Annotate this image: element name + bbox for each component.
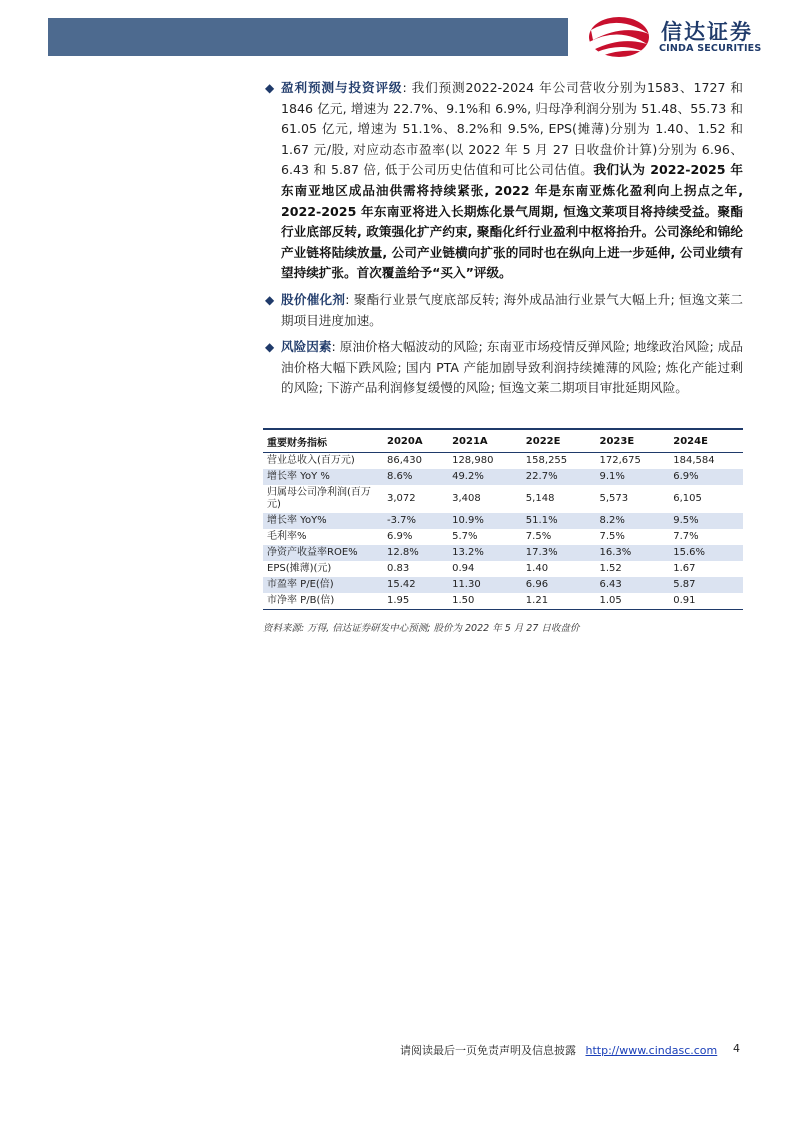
table-source-note: 资料来源: 万得, 信达证券研发中心预测; 股价为 2022 年 5 月 27 日收盘价 [263, 623, 580, 634]
catalyst-label: 股价催化剂 [281, 291, 346, 307]
table-cell: 6.96 [522, 577, 596, 593]
table-cell: 5,573 [599, 493, 629, 504]
table-cell: 1.50 [448, 593, 522, 610]
table-cell: 1.95 [383, 593, 448, 610]
catalyst-text: : 聚酯行业景气度底部反转; 海外成品油行业景气大幅上升; 恒逸文莱二期项目进度加速。 [281, 291, 743, 328]
table-cell: 1.40 [525, 563, 549, 574]
table-row [263, 545, 743, 561]
table-cell: 15.42 [383, 577, 448, 593]
table-cell: 5.87 [669, 577, 743, 593]
risk-label: 风险因素 [281, 339, 332, 355]
table-cell: 5,148 [525, 493, 555, 504]
table-cell: 16.3% [596, 545, 670, 561]
table-cell: -3.7% [383, 513, 448, 529]
table-row [263, 593, 743, 610]
table-header-cell: 重要财务指标 [263, 429, 383, 453]
financial-indicators-table [263, 428, 743, 610]
table-row [263, 469, 743, 485]
table-cell: 9.1% [596, 469, 670, 485]
table-cell: 49.2% [448, 469, 522, 485]
row-label: 增长率 YoY% [263, 513, 383, 529]
diamond-bullet-icon: ◆ [265, 340, 275, 355]
catalyst-paragraph [265, 290, 743, 331]
risk-paragraph [265, 337, 743, 399]
table-cell: 5.7% [452, 531, 478, 542]
cinda-logo-icon [583, 12, 653, 62]
forecast-paragraph [265, 78, 743, 284]
table-cell: 8.6% [383, 469, 448, 485]
table-cell: 3,072 [387, 493, 416, 504]
footer-disclaimer: 请阅读最后一页免责声明及信息披露 [400, 1044, 576, 1057]
table-cell: 8.2% [596, 513, 670, 529]
forecast-label: 盈利预测与投资评级 [281, 80, 403, 95]
table-cell: 7.5% [525, 531, 552, 542]
table-header-cell: 2021A [448, 429, 522, 453]
table-cell: 1.21 [522, 593, 596, 610]
table-cell: 7.5% [599, 531, 625, 542]
row-label: 净资产收益率ROE% [263, 545, 383, 561]
table-cell: 3,408 [452, 493, 481, 504]
forecast-bold-text: 我们认为 2022-2025 年东南亚地区成品油供需将持续紧张, 2022 年是东南亚炼化盈利向上拐点之年, 2022-2025 年东南亚将进入长期炼化景气周期, 恒逸文莱项目将持续受益。聚酯行业底部反转, 政策强化扩产约束, 聚酯化纤行业盈利中枢将抬升。公司涤纶和锦纶产业链将陆续放量, 公司产业链横向扩张的同时也在纵向上进一步延伸, 公司业绩有望持续扩张。首次覆盖给予“买入”评级。 [281, 162, 743, 281]
table-cell: 1.67 [673, 563, 696, 574]
row-label: 归属母公司净利润(百万元) [267, 487, 371, 510]
logo-english-name: CINDA SECURITIES [659, 43, 762, 54]
table-cell: 22.7% [522, 469, 596, 485]
footer-website-link[interactable]: http://www.cindasc.com [585, 1044, 718, 1057]
page-footer [400, 1042, 717, 1058]
table-row [263, 577, 743, 593]
table-cell: 86,430 [387, 455, 422, 466]
table-header-cell: 2024E [669, 429, 743, 453]
table-cell: 6.9% [669, 469, 743, 485]
table-row [263, 485, 743, 513]
page-number: 4 [733, 1042, 740, 1055]
table-cell: 6.9% [387, 531, 413, 542]
table-cell: 17.3% [522, 545, 596, 561]
table-cell: 9.5% [669, 513, 743, 529]
header-bar [48, 18, 568, 56]
table-cell: 0.94 [452, 563, 475, 574]
row-label: 毛利率% [267, 531, 307, 542]
table-header-cell: 2020A [383, 429, 448, 453]
diamond-bullet-icon: ◆ [265, 292, 275, 307]
table-cell: 1.52 [599, 563, 622, 574]
table-cell: 158,255 [525, 455, 568, 466]
cinda-logo [583, 12, 773, 62]
table-cell: 13.2% [448, 545, 522, 561]
row-label: 增长率 YoY % [263, 469, 383, 485]
table-cell: 128,980 [452, 455, 494, 466]
row-label: 市净率 P/B(倍) [263, 593, 383, 610]
table-row [263, 529, 743, 545]
diamond-bullet-icon: ◆ [265, 81, 275, 95]
row-label: 营业总收入(百万元) [267, 455, 355, 466]
row-label: 市盈率 P/E(倍) [263, 577, 383, 593]
table-cell: 51.1% [522, 513, 596, 529]
table-row [263, 561, 743, 577]
table-cell: 1.05 [596, 593, 670, 610]
table-cell: 184,584 [673, 455, 715, 466]
table-cell: 15.6% [669, 545, 743, 561]
table-cell: 172,675 [599, 455, 641, 466]
table-cell: 10.9% [448, 513, 522, 529]
table-header-cell: 2022E [522, 429, 596, 453]
table-cell: 0.91 [669, 593, 743, 610]
risk-text: : 原油价格大幅波动的风险; 东南亚市场疫情反弹风险; 地缘政治风险; 成品油价格大幅下跌风险; 国内 PTA 产能加剧导致利润持续摊薄的风险; 炼化产能过剩的风险; 下游产品利润修复缓慢的风险; 恒逸文莱二期项目审批延期风险。 [281, 339, 743, 396]
table-header-row [263, 429, 743, 453]
table-row [263, 453, 743, 470]
row-label: EPS(摊薄)(元) [267, 563, 332, 574]
table-header-cell: 2023E [596, 429, 670, 453]
table-cell: 7.7% [673, 531, 699, 542]
forecast-text: : 我们预测2022-2024 年公司营收分别为1583、1727 和 1846 亿元, 增速为 22.7%、9.1%和 6.9%, 归母净利润分别为 51.48、55.73 和 61.05 亿元, 增速为 51.1%、8.2%和 9.5%, EPS(摊薄)分别为 1.40、1.52 和 1.67 元/股, 对应动态市盈率(以 2022 年 5 月 27 日收盘价计算)分别为 6.96、6.43 和 5.87 倍, 低于公司历史估值和可比公司估值。 [281, 80, 744, 178]
table-cell: 12.8% [383, 545, 448, 561]
report-body [265, 78, 743, 405]
table-cell: 6.43 [596, 577, 670, 593]
table-row [263, 513, 743, 529]
table-cell: 11.30 [448, 577, 522, 593]
table-cell: 6,105 [673, 493, 702, 504]
logo-chinese-name: 信达证券 [661, 20, 753, 44]
table-cell: 0.83 [387, 563, 410, 574]
